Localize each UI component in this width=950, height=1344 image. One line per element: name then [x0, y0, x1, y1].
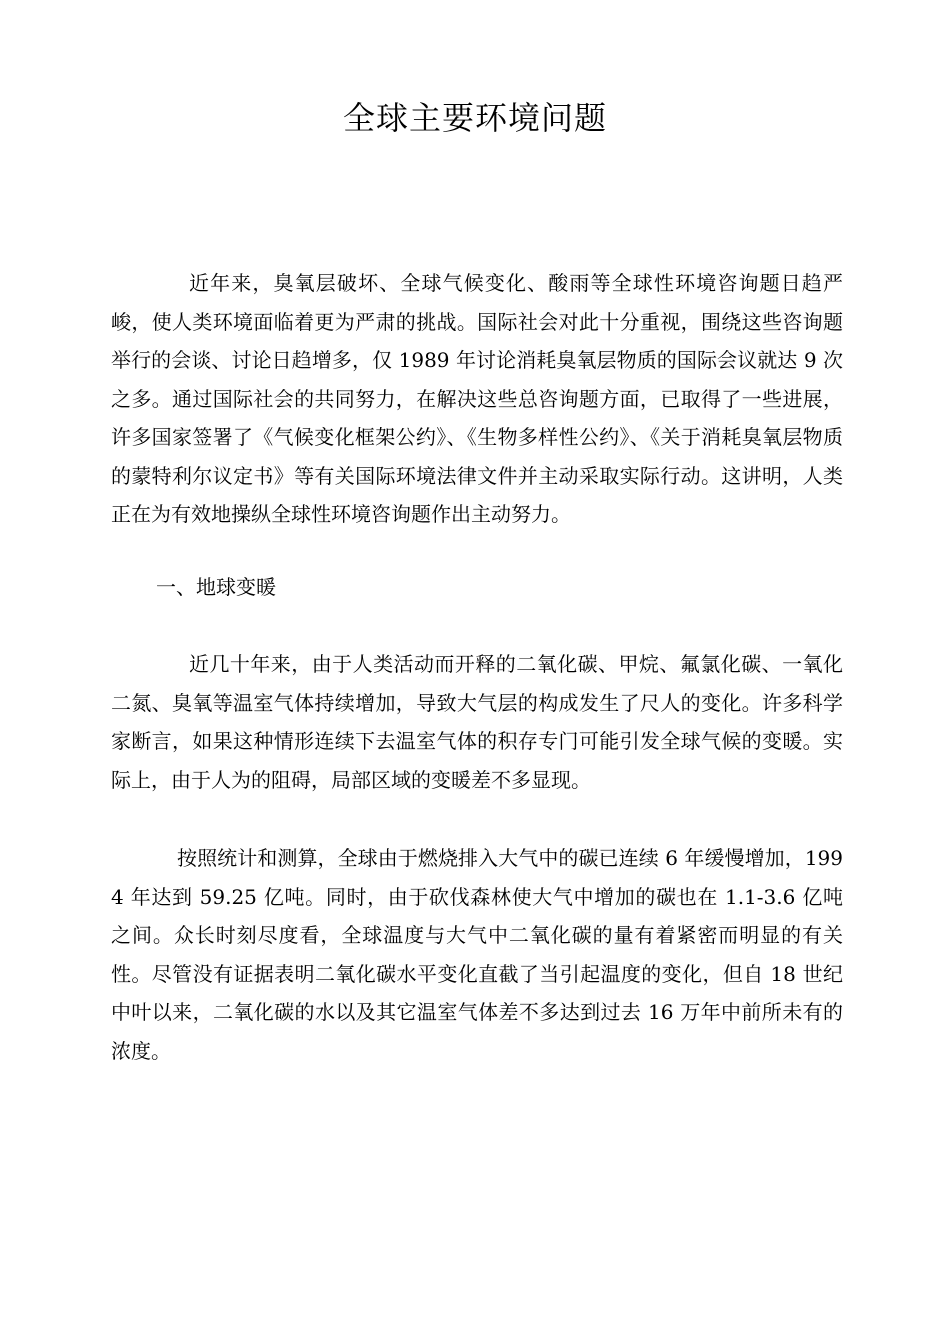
section-heading-global-warming: 一、地球变暖: [156, 575, 276, 599]
section1-paragraph-2: 按照统计和测算，全球由于燃烧排入大气中的碳已连续 6 年缓慢增加，1994 年达到 59.25 亿吨。同时，由于砍伐森林使大气中增加的碳也在 1.1-3.6 亿吨之间。众长时刻尽度看，全球温度与大气中二氧化碳的量有着紧密而明显的有关性。尽管没有证据表明二氧化碳水平变化直截了当引起温度的变化，但自 18 世纪中叶以来，二氧化碳的水以及其它温室气体差不多达到过去 16 万年中前所未有的浓度。: [111, 846, 843, 1063]
section1-paragraph-1: 近几十年来，由于人类活动而开释的二氧化碳、甲烷、氟氯化碳、一氧化二氮、臭氧等温室气体持续增加，导致大气层的构成发生了尺人的变化。许多科学家断言，如果这种情形连续下去温室气体的积存专门可能引发全球气候的变暖。实际上，由于人为的阻碍，局部区域的变暖差不多显现。: [111, 652, 843, 792]
intro-paragraph: 近年来，臭氧层破坏、全球气候变化、酸雨等全球性环境咨询题日趋严峻，使人类环境面临着更为严肃的挑战。国际社会对此十分重视，围绕这些咨询题举行的会谈、讨论日趋增多，仅 1989 年讨论消耗臭氧层物质的国际会议就达 9 次之多。通过国际社会的共同努力，在解决这些总咨询题方面，已取得了一些进展，许多国家签署了《气候变化框架公约》、《生物多样性公约》、《关于消耗臭氧层物质的蒙特利尔议定书》等有关国际环境法律文件并主动采取实际行动。这讲明，人类正在为有效地操纵全球性环境咨询题作出主动努力。: [111, 271, 843, 526]
document-title: 全球主要环境问题: [342, 99, 607, 137]
